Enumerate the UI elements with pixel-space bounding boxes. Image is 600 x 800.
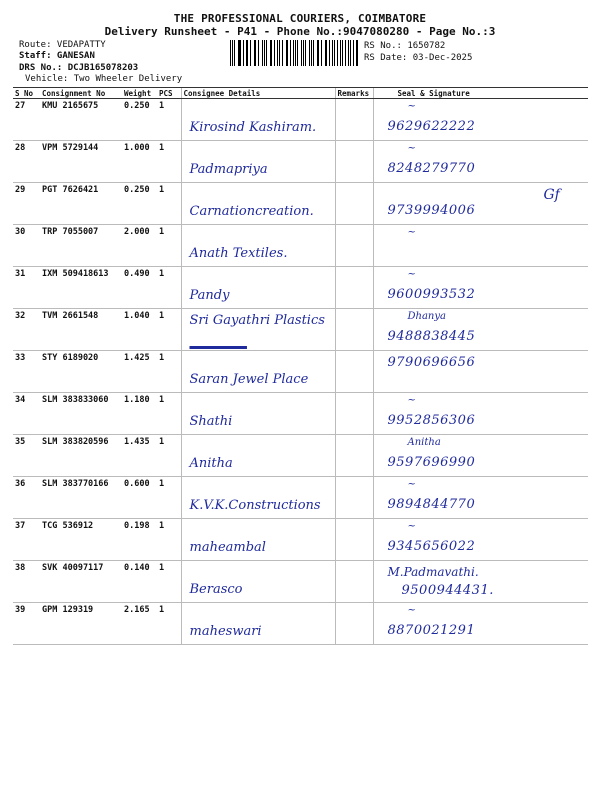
table-row xyxy=(13,225,588,267)
cell-consignment: TVM 2661548 xyxy=(40,309,122,351)
col-consignment: Consignment No xyxy=(40,88,122,99)
handwritten-phone: 8870021291 xyxy=(387,623,476,638)
table-row xyxy=(13,351,588,393)
cell-consignee xyxy=(181,183,335,225)
cell-pcs: 1 xyxy=(157,477,181,519)
cell-seal-signature xyxy=(373,225,588,267)
cell-seal-signature xyxy=(373,183,588,225)
cell-pcs: 1 xyxy=(157,267,181,309)
cell-sno: 30 xyxy=(13,225,40,267)
cell-pcs: 1 xyxy=(157,225,181,267)
cell-pcs: 1 xyxy=(157,99,181,141)
cell-weight: 0.490 xyxy=(122,267,157,309)
cell-weight: 1.435 xyxy=(122,435,157,477)
cell-weight: 1.425 xyxy=(122,351,157,393)
table-row xyxy=(13,141,588,183)
cell-seal-signature xyxy=(373,435,588,477)
cell-sno: 39 xyxy=(13,603,40,645)
cell-seal-signature xyxy=(373,519,588,561)
cell-remarks xyxy=(335,435,373,477)
cell-remarks xyxy=(335,519,373,561)
cell-pcs: 1 xyxy=(157,603,181,645)
cell-weight: 1.180 xyxy=(122,393,157,435)
cell-weight: 2.165 xyxy=(122,603,157,645)
cell-seal-signature xyxy=(373,99,588,141)
cell-consignment: IXM 509418613 xyxy=(40,267,122,309)
handwritten-consignee: maheswari xyxy=(189,624,262,639)
table-row xyxy=(13,393,588,435)
handwritten-phone: 8248279770 xyxy=(387,161,476,176)
runsheet-table xyxy=(13,87,588,645)
cell-consignment: SLM 383770166 xyxy=(40,477,122,519)
vehicle-label: Vehicle: Two Wheeler Delivery xyxy=(25,74,183,84)
cell-weight: 0.140 xyxy=(122,561,157,603)
cell-remarks xyxy=(335,351,373,393)
cell-pcs: 1 xyxy=(157,561,181,603)
barcode xyxy=(230,40,360,66)
cell-consignee xyxy=(181,435,335,477)
cell-consignee xyxy=(181,225,335,267)
table-row xyxy=(13,477,588,519)
cell-remarks xyxy=(335,309,373,351)
cell-consignment: TCG 536912 xyxy=(40,519,122,561)
cell-sno: 32 xyxy=(13,309,40,351)
cell-consignee xyxy=(181,477,335,519)
cell-consignment: SLM 383833060 xyxy=(40,393,122,435)
cell-seal-signature xyxy=(373,393,588,435)
table-row xyxy=(13,183,588,225)
route-label: Route: VEDAPATTY xyxy=(19,40,106,50)
handwritten-signature: ~ xyxy=(407,395,416,406)
cell-remarks xyxy=(335,393,373,435)
cell-consignment: PGT 7626421 xyxy=(40,183,122,225)
col-consignee: Consignee Details xyxy=(181,88,335,99)
handwritten-consignee: Carnationcreation. xyxy=(189,204,314,219)
handwritten-phone: 9894844770 xyxy=(387,497,476,512)
cell-remarks xyxy=(335,477,373,519)
handwritten-phone: 9629622222 xyxy=(387,119,476,134)
handwritten-consignee: maheambal xyxy=(189,540,266,555)
cell-pcs: 1 xyxy=(157,351,181,393)
table-row xyxy=(13,603,588,645)
cell-remarks xyxy=(335,603,373,645)
handwritten-signature: Dhanya xyxy=(407,311,446,322)
cell-remarks xyxy=(335,141,373,183)
cell-remarks xyxy=(335,183,373,225)
cell-consignee xyxy=(181,519,335,561)
cell-sno: 35 xyxy=(13,435,40,477)
cell-remarks xyxy=(335,225,373,267)
cell-consignment: SVK 40097117 xyxy=(40,561,122,603)
cell-weight: 0.198 xyxy=(122,519,157,561)
cell-consignee xyxy=(181,141,335,183)
cell-consignee xyxy=(181,99,335,141)
cell-pcs: 1 xyxy=(157,519,181,561)
cell-weight: 0.250 xyxy=(122,99,157,141)
handwritten-signature: ~ xyxy=(407,269,416,280)
handwritten-consignee: Kirosind Kashiram. xyxy=(189,120,317,135)
handwritten-phone: 9600993532 xyxy=(387,287,476,302)
handwritten-phone: 9597696990 xyxy=(387,455,476,470)
cell-pcs: 1 xyxy=(157,309,181,351)
drs-number: DRS No.: DCJB165078203 xyxy=(19,63,139,73)
cell-weight: 2.000 xyxy=(122,225,157,267)
cell-consignment: VPM 5729144 xyxy=(40,141,122,183)
cell-remarks xyxy=(335,267,373,309)
table-row xyxy=(13,309,588,351)
staff-label: Staff: GANESAN xyxy=(19,51,95,61)
table-header-row xyxy=(13,88,588,99)
handwritten-signature: ~ xyxy=(407,605,416,616)
handwritten-signature: M.Padmavathi. xyxy=(387,565,479,579)
col-weight: Weight xyxy=(122,88,157,99)
cell-consignment: KMU 2165675 xyxy=(40,99,122,141)
cell-seal-signature xyxy=(373,477,588,519)
cell-seal-signature xyxy=(373,603,588,645)
cell-sno: 38 xyxy=(13,561,40,603)
handwritten-consignee: Saran Jewel Place xyxy=(189,372,309,387)
cell-remarks xyxy=(335,561,373,603)
rs-number: RS No.: 1650782 xyxy=(364,41,446,51)
rs-date: RS Date: 03-Dec-2025 xyxy=(364,53,473,63)
handwritten-phone: 9488838445 xyxy=(387,329,476,344)
cell-weight: 1.040 xyxy=(122,309,157,351)
handwritten-signature: Anitha xyxy=(407,437,441,448)
cell-sno: 28 xyxy=(13,141,40,183)
cell-weight: 1.000 xyxy=(122,141,157,183)
handwritten-signature: Gf xyxy=(543,187,560,203)
handwritten-consignee: Sri Gayathri Plastics xyxy=(189,313,325,328)
cell-consignment: SLM 383820596 xyxy=(40,435,122,477)
table-row xyxy=(13,267,588,309)
cell-sno: 36 xyxy=(13,477,40,519)
page-subtitle: Delivery Runsheet - P41 - Phone No.:9047080280 - Page No.:3 xyxy=(104,25,496,38)
cell-sno: 37 xyxy=(13,519,40,561)
handwritten-consignee: K.V.K.Constructions xyxy=(189,498,321,513)
cell-remarks xyxy=(335,99,373,141)
cell-pcs: 1 xyxy=(157,183,181,225)
cell-sno: 33 xyxy=(13,351,40,393)
handwritten-signature: ~ xyxy=(407,143,416,154)
cell-pcs: 1 xyxy=(157,435,181,477)
cell-pcs: 1 xyxy=(157,393,181,435)
handwritten-phone: 9790696656 xyxy=(387,355,476,370)
col-sno: S No xyxy=(13,88,40,99)
handwritten-phone: 9345656022 xyxy=(387,539,476,554)
cell-consignment: GPM 129319 xyxy=(40,603,122,645)
cell-consignee xyxy=(181,603,335,645)
table-row xyxy=(13,519,588,561)
handwritten-consignee: Anath Textiles. xyxy=(189,246,288,261)
cell-consignment: TRP 7055007 xyxy=(40,225,122,267)
cell-seal-signature xyxy=(373,351,588,393)
cell-consignee xyxy=(181,561,335,603)
cell-seal-signature xyxy=(373,309,588,351)
col-seal: Seal & Signature xyxy=(373,88,588,99)
handwritten-consignee: Padmapriya xyxy=(189,162,268,177)
cell-sno: 34 xyxy=(13,393,40,435)
page-title: THE PROFESSIONAL COURIERS, COIMBATORE xyxy=(173,12,427,25)
handwritten-consignee: Anitha xyxy=(189,456,233,471)
cell-weight: 0.250 xyxy=(122,183,157,225)
handwritten-consignee: Berasco xyxy=(189,582,243,597)
handwritten-phone: 9952856306 xyxy=(387,413,476,428)
col-remarks: Remarks xyxy=(335,88,373,99)
handwritten-signature: ~ xyxy=(407,521,416,532)
cell-seal-signature xyxy=(373,561,588,603)
col-pcs: PCS xyxy=(157,88,181,99)
cell-consignee xyxy=(181,267,335,309)
handwritten-signature: ~ xyxy=(407,227,416,238)
cell-sno: 27 xyxy=(13,99,40,141)
cell-consignee xyxy=(181,351,335,393)
cell-consignee xyxy=(181,393,335,435)
table-row xyxy=(13,99,588,141)
handwritten-consignee: Shathi xyxy=(189,414,233,429)
handwritten-consignee: Pandy xyxy=(189,288,230,303)
handwritten-signature: ~ xyxy=(407,479,416,490)
cell-seal-signature xyxy=(373,267,588,309)
handwritten-signature: ~ xyxy=(407,101,416,112)
cell-consignee xyxy=(181,309,335,351)
cell-pcs: 1 xyxy=(157,141,181,183)
cell-consignment: STY 6189020 xyxy=(40,351,122,393)
handwritten-phone: 9739994006 xyxy=(387,203,476,218)
cell-seal-signature xyxy=(373,141,588,183)
cell-sno: 29 xyxy=(13,183,40,225)
table-row xyxy=(13,435,588,477)
table-row xyxy=(13,561,588,603)
cell-sno: 31 xyxy=(13,267,40,309)
handwritten-phone: 9500944431. xyxy=(401,583,494,598)
cell-weight: 0.600 xyxy=(122,477,157,519)
